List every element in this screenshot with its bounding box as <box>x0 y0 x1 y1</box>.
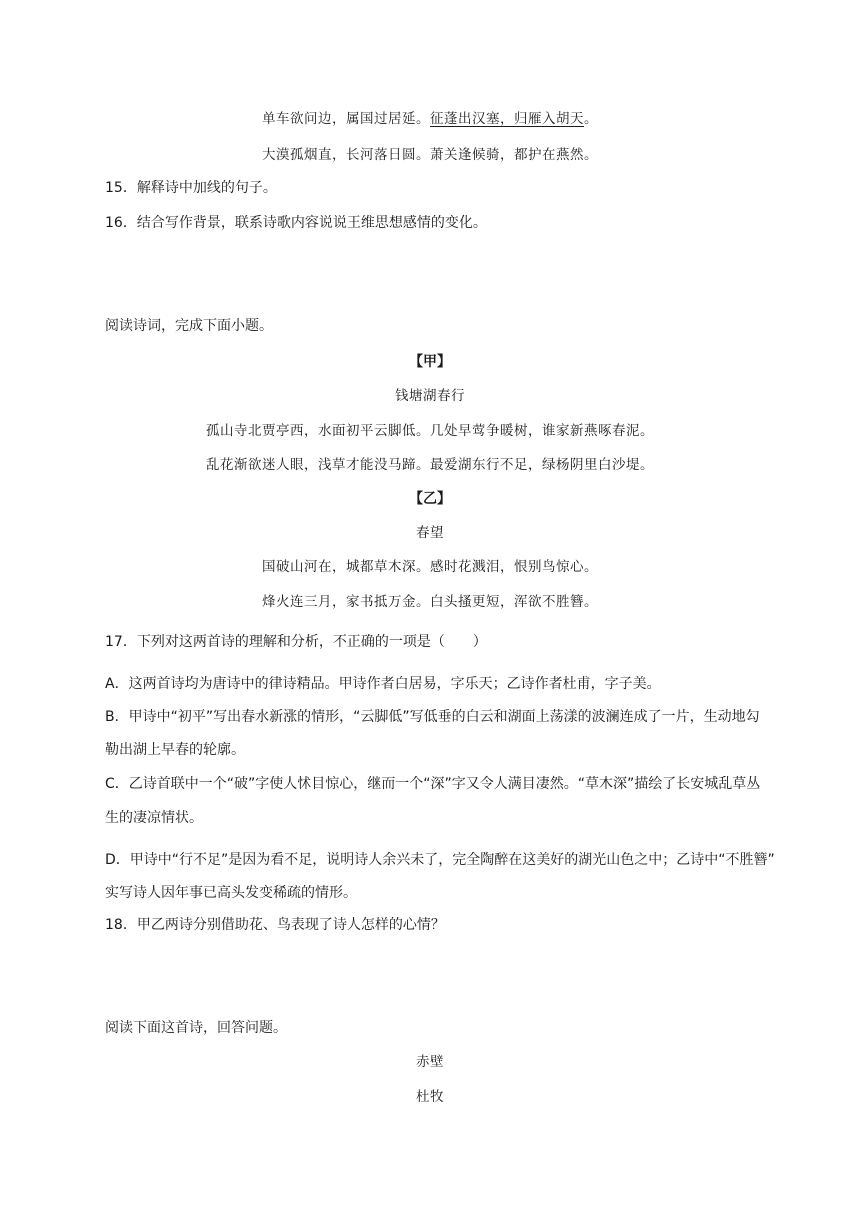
option-d-line2: 实写诗人因年事已高头发变稀疏的情形。 <box>105 885 357 901</box>
section3-poem-author: 杜牧 <box>416 1089 444 1105</box>
yi-line1: 国破山河在，城都草木深。感时花溅泪，恨别鸟惊心。 <box>262 559 598 575</box>
question-17-stem: 17．下列对这两首诗的理解和分析，不正确的一项是（ ） <box>105 634 487 650</box>
poem1-underlined-sentence: 征蓬出汉塞，归雁入胡天 <box>430 111 584 127</box>
jia-label: 【甲】 <box>409 354 451 370</box>
section3-intro: 阅读下面这首诗，回答问题。 <box>105 1020 287 1036</box>
section2-intro: 阅读诗词，完成下面小题。 <box>105 318 273 334</box>
option-d-line1: D．甲诗中“行不足”是因为看不足，说明诗人余兴未了，完全陶醉在这美好的湖光山色之中；乙诗中“不胜簪” <box>105 852 775 868</box>
question-15: 15．解释诗中加线的句子。 <box>105 180 277 196</box>
question-18: 18．甲乙两诗分别借助花、鸟表现了诗人怎样的心情？ <box>105 917 445 933</box>
option-b-line2: 勒出湖上早春的轮廓。 <box>105 742 245 758</box>
poem1-line1-end: 。 <box>584 111 598 127</box>
yi-label: 【乙】 <box>409 491 451 507</box>
jia-line2: 乱花渐欲迷人眼，浅草才能没马蹄。最爱湖东行不足，绿杨阴里白沙堤。 <box>206 457 654 473</box>
jia-line1: 孤山寺北贾亭西，水面初平云脚低。几处早莺争暖树，谁家新燕啄春泥。 <box>206 423 654 439</box>
option-a: A．这两首诗均为唐诗中的律诗精品。甲诗作者白居易，字乐天；乙诗作者杜甫，字子美。 <box>105 676 661 692</box>
question-16: 16．结合写作背景，联系诗歌内容说说王维思想感情的变化。 <box>105 215 487 231</box>
poem1-line1 <box>0 109 860 129</box>
yi-title: 春望 <box>416 525 444 541</box>
poem1-line1-text: 单车欲问边，属国过居延。 <box>262 111 430 127</box>
yi-line2: 烽火连三月，家书抵万金。白头搔更短，浑欲不胜簪。 <box>262 594 598 610</box>
jia-title: 钱塘湖春行 <box>395 388 465 404</box>
section3-poem-title: 赤壁 <box>416 1054 444 1070</box>
option-c-line1: C．乙诗首联中一个“破”字使人怵目惊心，继而一个“深”字又令人满目凄然。“草木深”描绘了长安城乱草丛 <box>105 776 761 792</box>
option-c-line2: 生的凄凉情状。 <box>105 810 203 826</box>
poem1-line2: 大漠孤烟直，长河落日圆。萧关逢候骑，都护在燕然。 <box>262 147 598 163</box>
option-b-line1: B．甲诗中“初平”写出春水新涨的情形，“云脚低”写低垂的白云和湖面上荡漾的波澜连成了一片，生动地勾 <box>105 709 760 725</box>
